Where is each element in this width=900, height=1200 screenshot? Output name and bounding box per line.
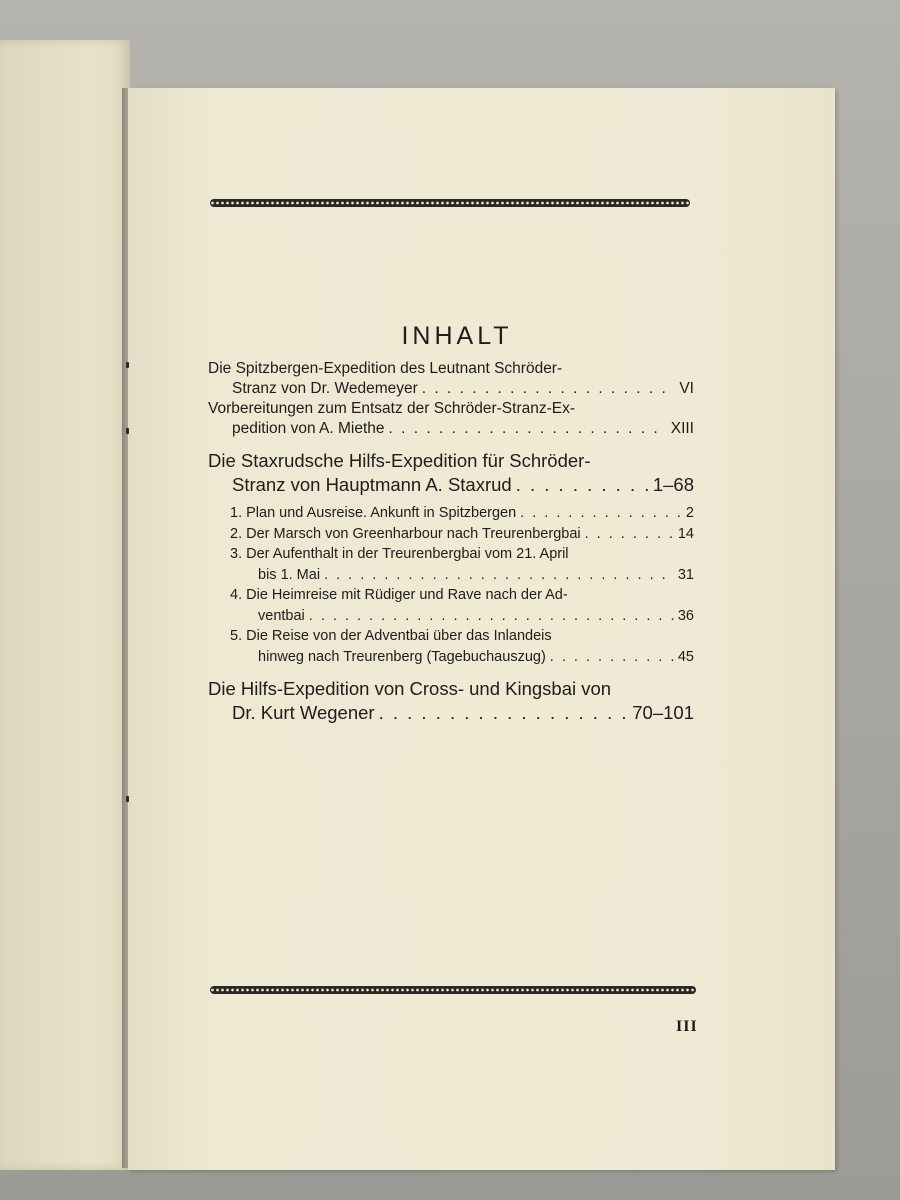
dot-leader <box>520 503 682 524</box>
toc-entry-text: Die Hilfs-Expedition von Cross- und Kingsbai von <box>208 678 612 699</box>
dot-leader <box>516 473 649 497</box>
toc-page-number: VI <box>679 380 694 397</box>
toc-entry-3 <box>208 449 694 497</box>
toc-page-number: 31 <box>677 566 694 583</box>
toc-page-number: 1–68 <box>652 474 694 495</box>
dot-leader <box>324 565 674 586</box>
toc-entry-text: Vorbereitungen zum Entsatz der Schröder-Stranz-Ex- <box>208 400 576 417</box>
top-chain-ornament <box>210 199 690 207</box>
toc-entry-2 <box>208 399 694 439</box>
page-number: III <box>676 1018 698 1035</box>
toc-entry-text: Stranz von Hauptmann A. Staxrud <box>232 474 512 495</box>
toc-entry-text: Die Staxrudsche Hilfs-Expedition für Schröder- <box>208 450 591 471</box>
toc-entry-text: 4. Die Heimreise mit Rüdiger und Rave nach der Ad- <box>230 587 568 603</box>
toc-title: INHALT <box>401 322 513 350</box>
dot-leader <box>585 524 674 545</box>
dot-leader <box>309 606 674 627</box>
toc-page-number: 36 <box>677 607 694 624</box>
toc-entry-text: hinweg nach Treurenberg (Tagebuchauszug) <box>258 648 546 665</box>
toc-subentry-1 <box>208 503 694 524</box>
toc-entry-text: 1. Plan und Ausreise. Ankunft in Spitzbergen <box>230 505 517 521</box>
toc-entry-text: 3. Der Aufenthalt in der Treurenbergbai vom 21. April <box>230 546 569 562</box>
toc-page-number: 45 <box>677 648 694 665</box>
toc-entry-text: ventbai <box>258 607 305 624</box>
toc-subentry-5 <box>208 626 694 667</box>
toc-subentry-3 <box>208 544 694 585</box>
toc-entry-text: 2. Der Marsch von Greenharbour nach Treurenbergbai <box>230 525 581 542</box>
toc-entry-text: 5. Die Reise von der Adventbai über das Inlandeis <box>230 628 552 644</box>
facing-left-page <box>0 40 130 1170</box>
toc-subentry-4 <box>208 585 694 626</box>
toc-entry-1 <box>208 359 694 399</box>
toc-subentry-2 <box>208 524 694 545</box>
dot-leader <box>379 701 629 725</box>
dot-leader <box>550 647 674 668</box>
dot-leader <box>422 379 676 399</box>
book-page <box>128 88 835 1170</box>
toc-entry-4 <box>208 677 694 725</box>
toc-page-number: 2 <box>685 505 694 521</box>
toc-entry-text: Dr. Kurt Wegener <box>232 702 375 723</box>
binding-mark <box>126 796 129 802</box>
toc-entry-text: Stranz von Dr. Wedemeyer <box>232 380 418 397</box>
binding-mark <box>126 362 129 368</box>
toc-page-number: XIII <box>670 420 694 437</box>
toc-entry-text: pedition von A. Miethe <box>232 420 385 437</box>
table-of-contents <box>208 322 694 725</box>
toc-page-number: 70–101 <box>632 702 694 723</box>
bottom-chain-ornament <box>210 986 696 994</box>
dot-leader <box>389 419 667 439</box>
toc-page-number: 14 <box>677 525 694 542</box>
binding-mark <box>126 428 129 434</box>
toc-entry-text: Die Spitzbergen-Expedition des Leutnant Schröder- <box>208 360 563 377</box>
toc-entry-text: bis 1. Mai <box>258 566 321 583</box>
